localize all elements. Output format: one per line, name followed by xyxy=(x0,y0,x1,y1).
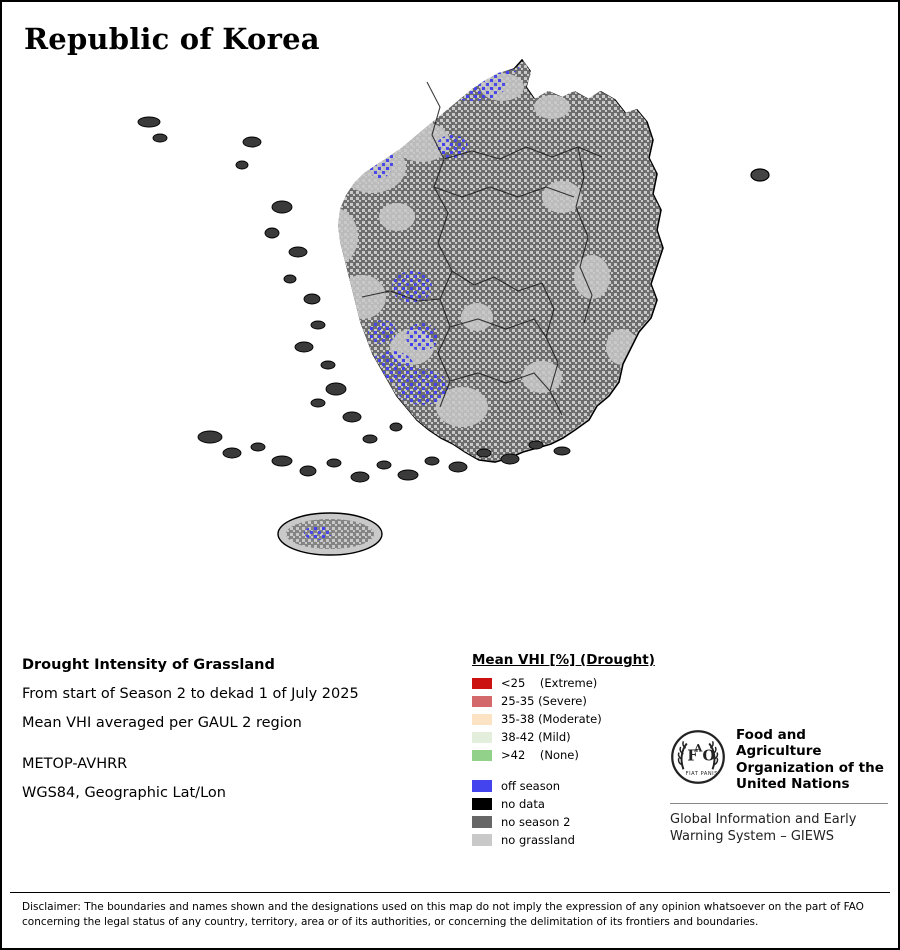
legend-title: Mean VHI [%] (Drought) xyxy=(472,652,655,668)
caption-spacer xyxy=(22,744,452,756)
legend-item xyxy=(472,675,672,691)
korea-map-svg xyxy=(122,47,822,627)
legend-swatch-off-season xyxy=(472,780,492,792)
caption-line-3: Mean VHI averaged per GAUL 2 region xyxy=(22,715,302,731)
fao-org-line-3: United Nations xyxy=(736,776,850,793)
map-canvas[interactable] xyxy=(122,47,822,627)
legend-label-no-data: no data xyxy=(501,796,545,811)
no-season2-fill xyxy=(302,55,702,477)
fao-wheat-icon xyxy=(670,729,726,785)
giews-line-2: Warning System – GIEWS xyxy=(670,828,835,844)
giews-line-1: Global Information and Early xyxy=(670,811,857,827)
fao-divider xyxy=(670,803,888,804)
caption-line-1: Drought Intensity of Grassland xyxy=(22,657,275,673)
legend-label-moderate: 35-38 (Moderate) xyxy=(501,712,602,726)
legend-label-extreme: <25 (Extreme) xyxy=(501,676,598,690)
legend-swatch-mild xyxy=(472,732,492,743)
legend-item xyxy=(472,747,672,763)
legend-swatch-none xyxy=(472,750,492,761)
ulleungdo-island xyxy=(751,169,769,181)
legend-label-severe: 25-35 (Severe) xyxy=(501,694,587,708)
legend-label-none: >42 (None) xyxy=(501,748,579,762)
legend-label-off-season: off season xyxy=(501,778,561,793)
legend-item xyxy=(472,729,672,745)
legend-item xyxy=(472,711,672,727)
legend-vhi-classes xyxy=(472,675,672,763)
legend-item xyxy=(472,813,672,830)
legend xyxy=(472,652,672,849)
legend-item xyxy=(472,795,672,812)
legend-item xyxy=(472,831,672,848)
fao-branding xyxy=(670,727,895,845)
fao-logo-motto: FIAT PANIS xyxy=(685,770,718,777)
legend-swatch-no-data xyxy=(472,798,492,810)
caption-block xyxy=(22,657,452,814)
legend-swatch-no-season-2 xyxy=(472,816,492,828)
legend-swatch-no-grassland xyxy=(472,834,492,846)
disclaimer-divider xyxy=(10,892,890,893)
legend-label-no-season-2: no season 2 xyxy=(501,814,571,829)
giews-system-name xyxy=(670,812,895,845)
fao-org-line-1: Food and Agriculture xyxy=(736,727,822,760)
mainland-korea xyxy=(302,55,702,477)
fao-organization-name xyxy=(736,727,895,793)
legend-item xyxy=(472,693,672,709)
fao-header xyxy=(670,727,895,793)
fao-logo-letter-a: A xyxy=(694,741,703,755)
fao-logo-letter-f: F xyxy=(687,747,698,765)
disclaimer-text: Disclaimer: The boundaries and names shown and the designations used on this map do not imply the expression of any opinion whatsoever on the part of FAO concerning the legal status of any country, territory, area or of its authorities, or concerning the delimitation of its frontiers and boundaries. xyxy=(22,901,864,929)
caption-line-2: From start of Season 2 to dekad 1 of July 2025 xyxy=(22,686,359,702)
legend-swatch-severe xyxy=(472,696,492,707)
jeju-island xyxy=(278,513,382,555)
caption-sensor: METOP-AVHRR xyxy=(22,756,128,772)
legend-label-no-grassland: no grassland xyxy=(501,832,575,847)
legend-item xyxy=(472,777,672,794)
fao-org-line-2: Organization of the xyxy=(736,759,884,776)
legend-swatch-moderate xyxy=(472,714,492,725)
fao-logo-icon xyxy=(670,729,726,785)
legend-label-mild: 38-42 (Mild) xyxy=(501,730,571,744)
legend-swatch-extreme xyxy=(472,678,492,689)
legend-status-classes xyxy=(472,777,672,848)
page-title: Republic of Korea xyxy=(24,22,320,56)
fao-logo-letter-o: O xyxy=(702,747,716,765)
caption-projection: WGS84, Geographic Lat/Lon xyxy=(22,785,226,801)
